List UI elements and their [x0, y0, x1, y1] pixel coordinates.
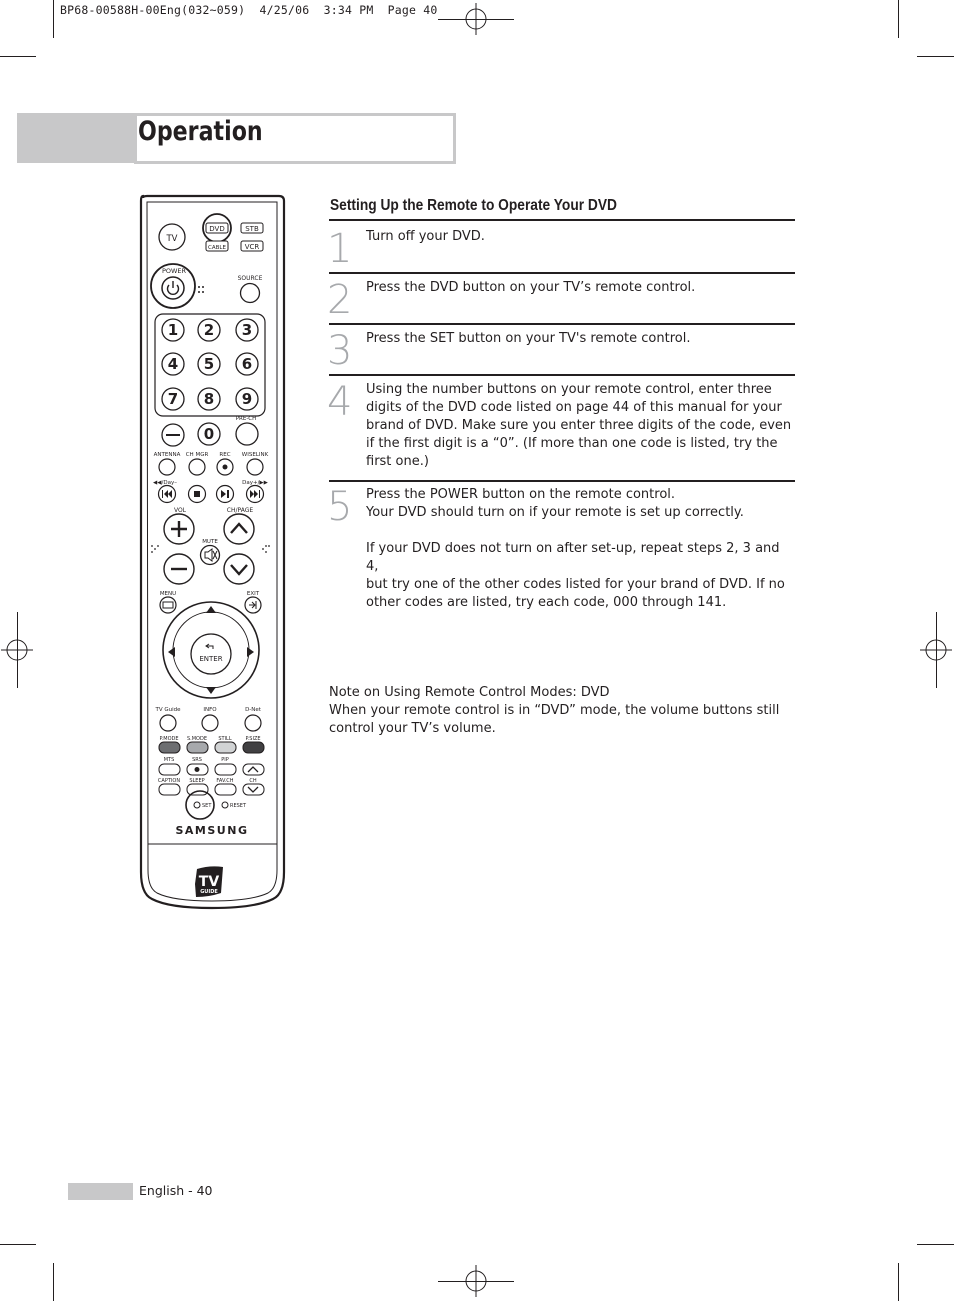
page-number: English - 40 [139, 1183, 213, 1198]
step-number: 3 [327, 328, 353, 374]
vol-label: VOL [173, 507, 187, 514]
smode-button [187, 742, 208, 753]
tv-mode-label: TV [166, 234, 178, 244]
sleep-label: SLEEP [189, 778, 205, 784]
wiselink-button [247, 459, 263, 475]
samsung-logo: SAMSUNG [175, 824, 249, 837]
info-button [202, 715, 218, 731]
srs-label: SRS [192, 757, 202, 763]
digit-label: 1 [167, 321, 179, 339]
step-number: 1 [327, 226, 353, 272]
reset-button [222, 802, 228, 808]
digit-label: 7 [167, 390, 179, 408]
day-plus-label: Day+/▶▶ [242, 480, 268, 486]
print-slug: BP68-00588H-00Eng(032~059) 4/25/06 3:34 PM Page 40 [60, 3, 438, 17]
day-minus-label: ◀◀/Day– [153, 480, 177, 486]
tvguide-label: TV Guide [155, 707, 181, 713]
exit-label: EXIT [246, 591, 260, 597]
antenna-label: ANTENNA [153, 452, 181, 458]
pmode-label: P.MODE [159, 736, 179, 742]
step-text: Using the number buttons on your remote control, enter three digits of the DVD code listed on page 44 of this manual for your brand of DVD. Make sure you enter three digits of the code, even if the first digit is a “0”. (If more than one code is listed, try the first one.) [366, 382, 792, 469]
step-divider [329, 374, 795, 376]
digit-label: 6 [241, 355, 253, 373]
mute-button [201, 546, 220, 565]
pmode-button [159, 742, 180, 753]
still-label: STILL [218, 736, 232, 742]
digit-label: 2 [203, 321, 215, 339]
ch-label: CH [249, 778, 257, 784]
rec-label: REC [219, 452, 231, 458]
smode-label: S.MODE [186, 736, 208, 742]
mts-button [159, 764, 180, 775]
remote-control-illustration [135, 194, 290, 914]
power-label: POWER [161, 267, 187, 275]
psize-label: P.SIZE [245, 736, 261, 742]
ch-down-button [224, 554, 254, 584]
source-button [241, 284, 260, 303]
wiselink-label: WISELINK [241, 452, 269, 458]
psize-button [243, 742, 264, 753]
reset-label: RESET [230, 803, 247, 809]
caption-button [159, 784, 180, 795]
step-divider [329, 272, 795, 274]
menu-label: MENU [159, 591, 177, 597]
dnet-button [245, 715, 261, 731]
prech-button [236, 423, 258, 445]
enter-button [191, 634, 231, 674]
ch-up-button [224, 514, 254, 544]
footer-bar [68, 1183, 133, 1200]
stb-mode-label: STB [245, 225, 259, 233]
cable-mode-label: CABLE [208, 245, 226, 251]
section-title: Setting Up the Remote to Operate Your DVD [330, 197, 617, 214]
chmgr-button [189, 459, 205, 475]
digit-label: 8 [203, 390, 215, 408]
favch-button [215, 784, 236, 795]
header-shade [17, 113, 137, 163]
digit-label: 4 [167, 355, 179, 373]
pip-ch-up-button [243, 764, 264, 775]
menu-button [160, 597, 176, 613]
stop-icon [194, 491, 200, 497]
set-label: SET [202, 803, 212, 809]
section-title-rule [329, 219, 795, 221]
digit-label: 5 [203, 355, 215, 373]
pip-ch-down-button [243, 784, 264, 795]
remote-mode-note: Note on Using Remote Control Modes: DVD When your remote control is in “DVD” mode, the volume buttons still control your TV’s volume. [329, 685, 780, 736]
tv-guide-logo-guide: GUIDE [200, 889, 218, 895]
vcr-mode-label: VCR [244, 243, 260, 251]
caption-label: CAPTION [157, 778, 181, 784]
pip-button [215, 764, 236, 775]
step-divider [329, 323, 795, 325]
still-button [215, 742, 236, 753]
pip-label: PIP [221, 757, 229, 763]
dnet-label: D-Net [245, 707, 261, 713]
step-number: 4 [327, 379, 353, 425]
tv-guide-logo [195, 866, 223, 897]
step-number: 5 [327, 484, 353, 530]
step-text: Press the DVD button on your TV’s remote control. [366, 280, 696, 295]
mts-label: MTS [163, 757, 175, 763]
dvd-mode-label: DVD [209, 225, 225, 233]
step-text: Turn off your DVD. [366, 229, 485, 244]
tv-guide-logo-tv: TV [198, 874, 220, 890]
prech-label: PRE-CH [235, 416, 257, 422]
step-number: 2 [327, 277, 353, 323]
mute-label: MUTE [202, 539, 218, 545]
chmgr-label: CH MGR [185, 452, 209, 458]
step-text: Press the POWER button on the remote control. Your DVD should turn on if your remote is set up correctly. If your DVD does not turn on after set-up, repeat steps 2, 3 and 4, but try one of the other codes listed for your brand of DVD. If no other codes are listed, try each code, 000 through 141. [366, 487, 785, 610]
favch-label: FAV.CH [216, 778, 234, 784]
sleep-button [187, 784, 208, 795]
source-label: SOURCE [237, 275, 263, 282]
chpage-label: CH/PAGE [226, 507, 254, 514]
page-title: Operation [138, 116, 263, 147]
info-label: INFO [203, 707, 217, 713]
set-button [194, 802, 200, 808]
digit-label: 0 [203, 425, 215, 443]
digit-label: 9 [241, 390, 253, 408]
tvguide-button [160, 715, 176, 731]
step-text: Press the SET button on your TV's remote control. [366, 331, 691, 346]
enter-label: ENTER [199, 655, 223, 663]
antenna-button [159, 459, 175, 475]
step-divider [329, 480, 795, 482]
digit-label: 3 [241, 321, 253, 339]
